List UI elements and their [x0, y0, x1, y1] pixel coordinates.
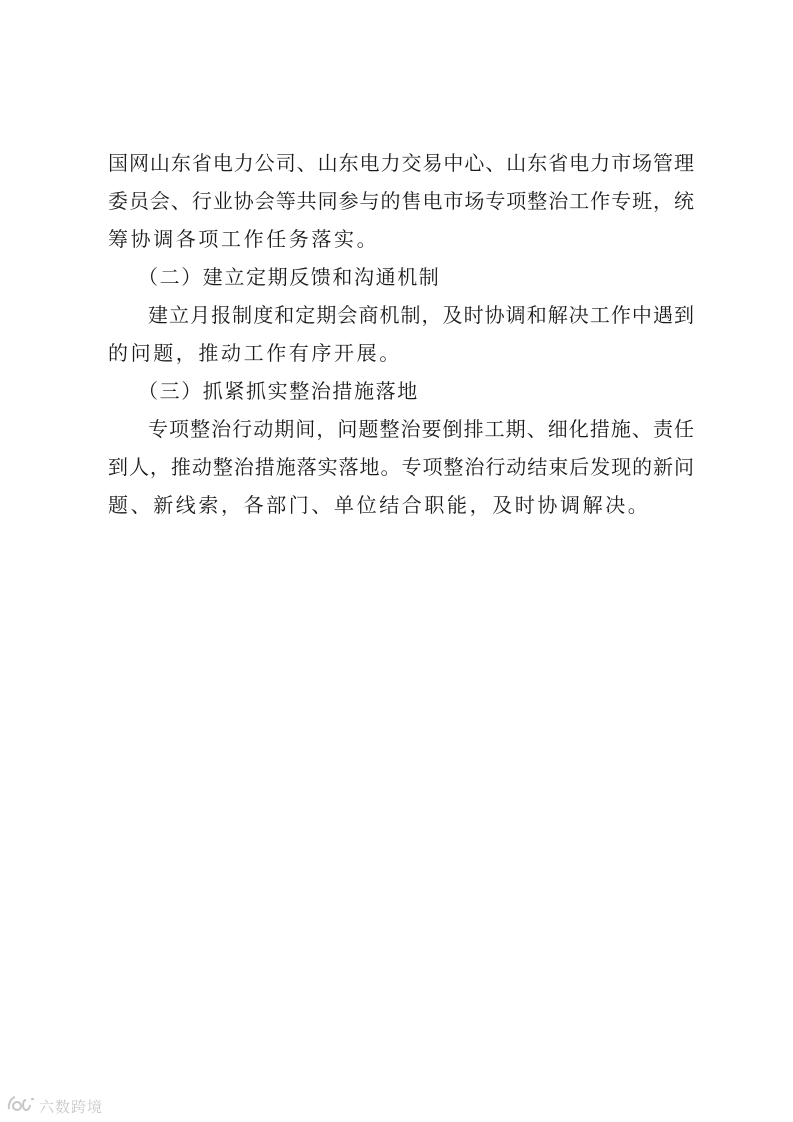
paragraph-line: 专项整治行动期间，问题整治要倒排工期、细化措施、责任 [148, 417, 694, 441]
section-heading: （三）抓紧抓实整治措施落地 [138, 379, 419, 403]
paragraph-line: 的问题，推动工作有序开展。 [108, 341, 402, 365]
paragraph-line: 题、新线索，各部门、单位结合职能，及时协调解决。 [108, 493, 651, 517]
watermark-logo-icon [6, 1095, 36, 1117]
paragraph-line: 委员会、行业协会等共同参与的售电市场专项整治工作专班，统 [108, 189, 694, 213]
watermark-text: 六数跨境 [39, 1097, 104, 1116]
paragraph-line: 国网山东省电力公司、山东电力交易中心、山东省电力市场管理 [108, 151, 694, 175]
section-heading: （二）建立定期反馈和沟通机制 [138, 265, 441, 289]
paragraph-line: 到人，推动整治措施落实落地。专项整治行动结束后发现的新问 [108, 455, 694, 479]
paragraph-line: 筹协调各项工作任务落实。 [108, 227, 380, 251]
watermark [6, 1095, 103, 1117]
paragraph-line: 建立月报制度和定期会商机制，及时协调和解决工作中遇到 [148, 303, 694, 327]
